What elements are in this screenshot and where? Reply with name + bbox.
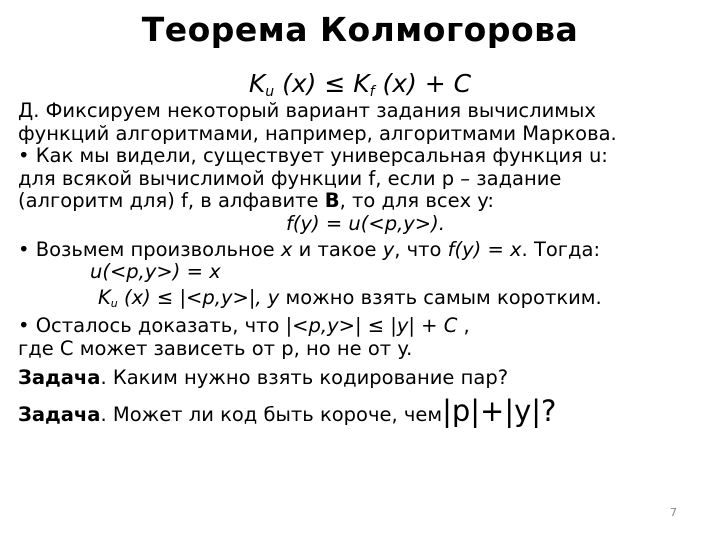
- var-y: y: [382, 237, 395, 261]
- body-line-9-sub-u: u: [110, 296, 118, 310]
- task-1: [18, 367, 713, 390]
- body-line-5-c: , то для всех y:: [339, 189, 494, 213]
- body-line-10: [18, 315, 713, 338]
- body-line-10-d: ,: [457, 314, 470, 338]
- body-line-7: [18, 239, 713, 262]
- body-line-2: функций алгоритмами, например, алгоритмами Маркова.: [18, 121, 617, 145]
- formula-middle: (x) ≤ K: [274, 69, 370, 98]
- body-line-1: Д. Фиксируем некоторый вариант задания вычислимых: [18, 99, 596, 122]
- task-1-label: Задача: [18, 365, 101, 389]
- body-line-5-a: (алгоритм для) f, в алфавите: [18, 189, 325, 213]
- alphabet-b: B: [324, 189, 340, 213]
- task-2-expression: |p|+|y|?: [442, 394, 557, 429]
- formula-subscript-f: f: [369, 84, 375, 100]
- body-line-4: для всякой вычислимой функции f, если p – задание: [18, 166, 562, 190]
- page-number: 7: [670, 506, 677, 519]
- body-line-10-ineq: | ≤ |y| + C: [354, 314, 458, 338]
- body-line-3: • Как мы видели, существует универсальная функция u:: [18, 144, 608, 168]
- formula-u-equals-x-text: u(<p,y>) = x: [90, 260, 221, 284]
- body-line-5: [18, 190, 713, 213]
- body-line-7-c: и такое: [292, 237, 383, 261]
- expr-fy-x: f(y) = x: [447, 237, 522, 261]
- slide-body: [18, 100, 713, 427]
- body-line-7-e: , что: [394, 237, 448, 261]
- formula-k: K: [248, 69, 266, 98]
- formula-f-equals-u-text: f(y) = u(<p,y>).: [286, 211, 445, 235]
- task-1-text: . Каким нужно взять кодирование пар?: [100, 365, 509, 389]
- formula-tail: (x) + C: [374, 69, 472, 98]
- body-line-7-g: . Тогда:: [521, 237, 601, 261]
- var-x: x: [280, 237, 293, 261]
- body-line-10-pair: <p,y>: [292, 314, 355, 338]
- body-line-7-a: • Возьмем произвольное: [18, 237, 281, 261]
- slide-title: Теорема Колмогорова: [141, 10, 579, 49]
- formula-f-equals-u: [18, 213, 713, 236]
- body-line-9-tail: можно взять самым коротким.: [279, 285, 602, 309]
- task-2-label: Задача: [18, 403, 101, 427]
- task-2-text: . Может ли код быть короче, чем: [100, 403, 443, 427]
- body-line-11: где С может зависеть от p, но не от y.: [18, 336, 413, 360]
- formula-subscript-u: u: [265, 84, 275, 100]
- body-line-9-expr: (x) ≤ |<p,y>|, y: [117, 285, 280, 309]
- body-line-9-k: K: [98, 285, 111, 309]
- task-2: [18, 394, 713, 429]
- body-line-10-a: • Осталось доказать, что |: [18, 314, 293, 338]
- formula-u-equals-x: [18, 261, 713, 284]
- body-line-9: [18, 287, 713, 316]
